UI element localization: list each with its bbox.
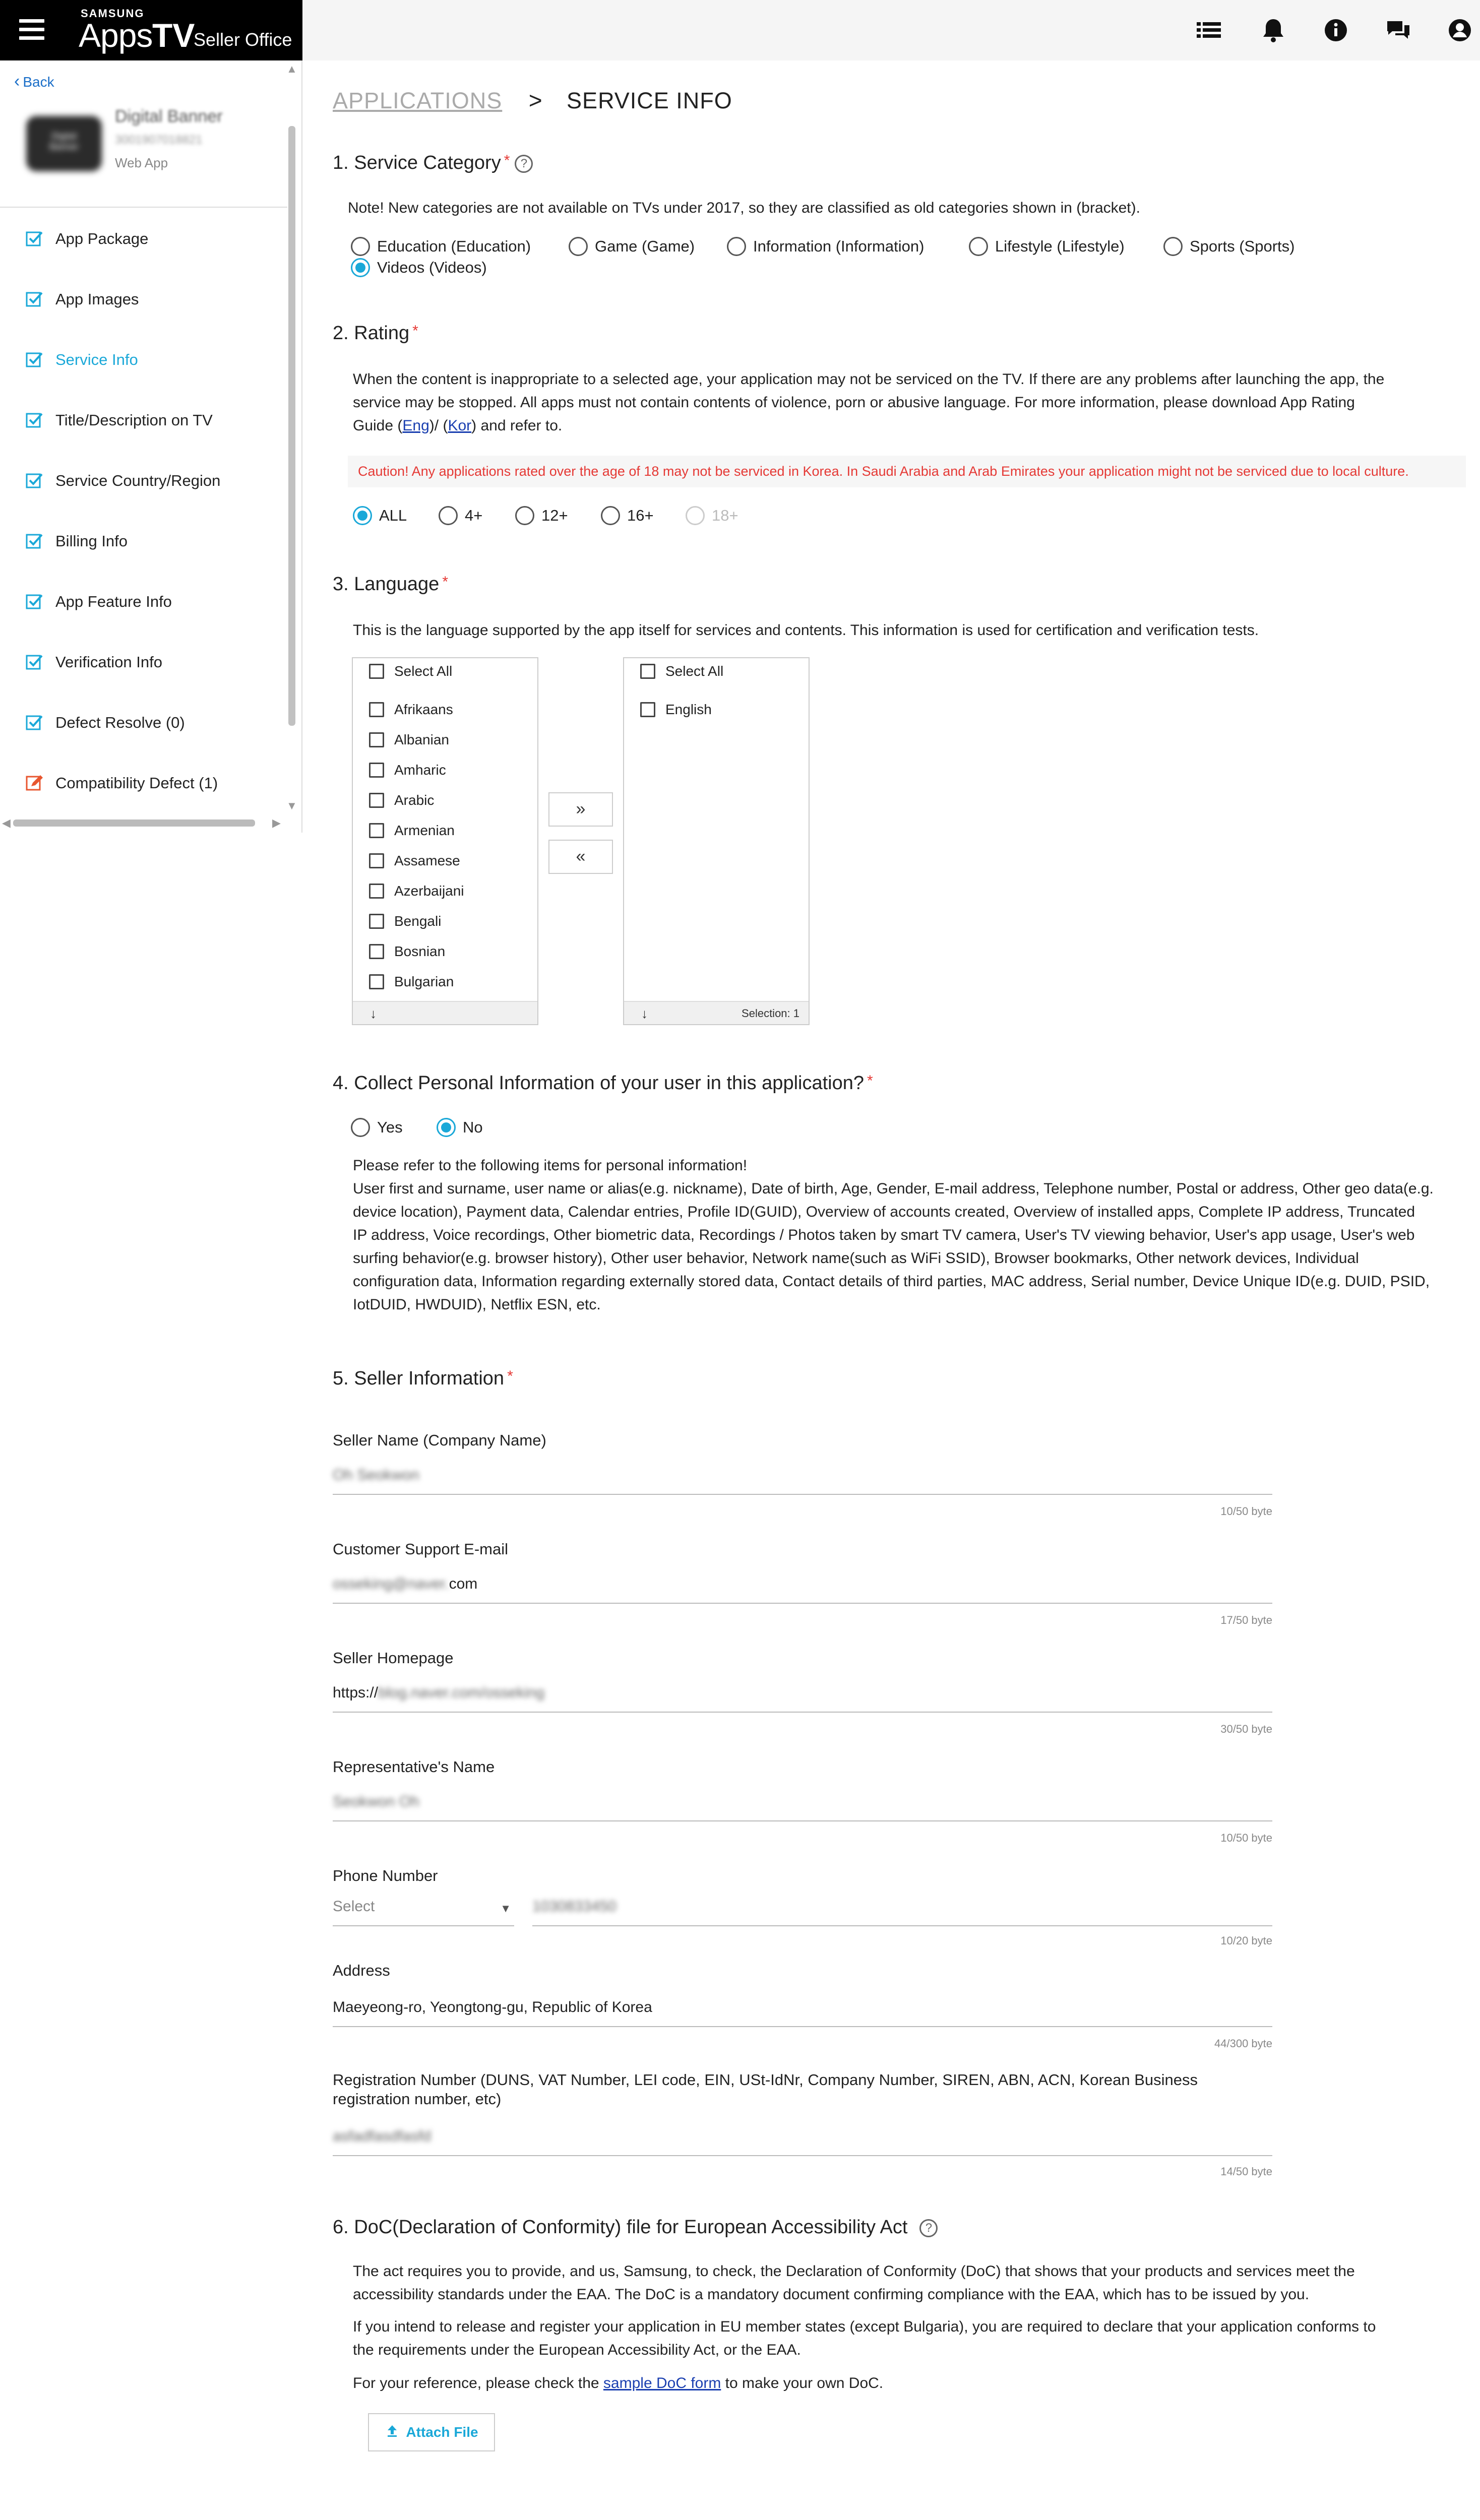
support-email-field[interactable] [333,1576,1272,1604]
checkbox[interactable] [369,763,384,778]
section-title-text: 1. Service Category [333,152,501,173]
support-email-hidden: osseking@naver. [333,1576,449,1592]
support-email-label: Customer Support E-mail [333,1540,509,1558]
scroll-right-arrow-icon[interactable]: ▶ [272,816,281,829]
required-marker: * [442,574,449,590]
main-content [333,60,1480,2520]
language-option[interactable] [369,943,445,960]
radio-label: 18+ [712,507,738,524]
check-icon [25,714,43,732]
radio-dot [1163,237,1183,256]
checkbox-label: Albanian [394,732,449,747]
radio-information[interactable] [727,237,924,256]
attach-file-button[interactable] [368,2413,495,2451]
sidebar-item-service-country[interactable] [25,466,220,496]
seller-name-bytes: 10/50 byte [1220,1505,1272,1518]
registration-number-label [333,2070,1198,2109]
selection-count: Selection: 1 [742,1007,799,1020]
app-id: 3001907018821 [115,133,203,147]
radio-rating-18 [686,506,738,525]
checkbox[interactable] [369,793,384,808]
radio-dot [351,258,370,277]
sidebar-divider [0,207,287,208]
radio-label: Yes [377,1118,403,1136]
sidebar-item-label: App Images [55,290,139,308]
radio-personal-yes[interactable] [351,1118,403,1137]
radio-rating-4[interactable] [439,506,482,525]
support-email-bytes: 17/50 byte [1220,1614,1272,1626]
sidebar-item-label: Title/Description on TV [55,411,213,429]
homepage-visible: https:// [333,1684,379,1701]
registration-number-bytes: 14/50 byte [1220,2165,1272,2178]
move-left-button[interactable]: « [548,840,613,874]
phone-country-select[interactable] [333,1898,514,1926]
homepage-hidden: blog.naver.com/osseking [378,1684,545,1701]
registration-number-field[interactable] [333,2128,1272,2156]
doc-paragraph-2 [353,2315,1462,2362]
list-icon[interactable] [1194,15,1224,45]
radio-dot [569,237,588,256]
hamburger-menu-icon[interactable] [19,19,44,40]
info-icon[interactable] [1321,15,1351,45]
sample-doc-form-link[interactable]: sample DoC form [603,2375,721,2391]
language-option[interactable] [369,792,434,808]
required-marker: * [507,1368,513,1384]
required-marker: * [412,323,418,339]
checkbox-label: Select All [394,663,453,679]
radio-rating-12[interactable] [515,506,568,525]
language-option[interactable] [369,883,464,899]
scroll-down-arrow-icon[interactable]: ▼ [286,799,297,812]
seller-name-label: Seller Name (Company Name) [333,1431,546,1449]
doc-paragraph-1 [353,2260,1462,2306]
section-title-text: 3. Language [333,574,440,595]
radio-dot [601,506,620,525]
address-label: Address [333,1962,390,1979]
radio-dot [437,1118,456,1137]
breadcrumb-current: SERVICE INFO [567,88,732,113]
language-option[interactable] [369,974,454,990]
radio-label: Education (Education) [377,237,531,255]
text: ) and refer to. [471,417,563,434]
sidebar-item-label: App Feature Info [55,593,172,610]
checkbox-label: English [665,702,712,717]
language-description: This is the language supported by the app itself for services and contents. This information is used for certification and verification tests. [353,622,1259,639]
seller-homepage-bytes: 30/50 byte [1220,1723,1272,1735]
breadcrumb [333,87,732,114]
radio-rating-all[interactable] [353,506,407,525]
personal-info-line: IotDUID, HWDUID), Netflix ESN, etc. [353,1296,601,1313]
check-icon [25,230,43,248]
checkbox-label: Amharic [394,762,446,778]
edit-icon [25,774,43,792]
checkbox[interactable] [369,823,384,838]
back-label: Back [23,74,54,90]
doc-line: the requirements under the European Accessibility Act, or the EAA. [353,2342,801,2358]
language-option[interactable] [369,913,441,929]
sidebar-item-billing-info[interactable] [25,526,128,556]
rating-desc-line: When the content is inappropriate to a selected age, your application may not be serviced on the TV. If there are any problems after launching the app, the [353,371,1385,388]
representative-name-bytes: 10/50 byte [1220,1832,1272,1844]
brand-header [0,0,302,60]
rating-guide-kor-link[interactable]: Kor [448,417,472,434]
checkbox-label: Armenian [394,823,455,838]
personal-info-line: User first and surname, user name or alias(e.g. nickname), Date of birth, Age, Gender, E-mail address, Telephone number, Postal or address, Other geo data(e.g. [353,1180,1434,1197]
language-option[interactable] [369,853,460,869]
checkbox-label: Bengali [394,913,442,929]
sidebar-item-compatibility-defect[interactable] [25,768,218,798]
radio-label: Videos (Videos) [377,259,487,276]
sidebar-item-verification-info[interactable] [25,647,162,677]
radio-dot [686,506,705,525]
checkbox-label: Azerbaijani [394,883,464,899]
checkbox[interactable] [369,914,384,929]
attach-file-label: Attach File [406,2424,478,2440]
rating-caution: Caution! Any applications rated over the age of 18 may not be serviced in Korea. In Saudi Arabia and Arab Emirates your application might not be serviced due to local culture. [348,456,1466,487]
phone-number-bytes: 10/20 byte [1220,1934,1272,1947]
sidebar-item-label: Compatibility Defect (1) [55,774,218,792]
move-right-button[interactable]: » [548,792,613,827]
doc-line: The act requires you to provide, and us, Samsung, to check, the Declaration of Conformity (DoC) that shows that your products and services meet the [353,2263,1355,2280]
radio-lifestyle[interactable] [969,237,1125,256]
radio-dot [351,1118,370,1137]
section-title-text: 5. Seller Information [333,1368,505,1389]
radio-label: 12+ [541,507,568,524]
sidebar-item-label: Defect Resolve (0) [55,714,185,731]
selected-list-footer [624,1001,809,1024]
doc-title [333,2217,938,2238]
radio-dot [351,237,370,256]
dropdown-arrow-icon: ▼ [500,1902,511,1915]
seller-info-title [333,1368,513,1390]
radio-game[interactable] [569,237,695,256]
radio-label: No [463,1118,483,1136]
doc-paragraph-3 [353,2372,883,2395]
sidebar-vertical-scrollbar[interactable] [288,126,295,726]
required-marker: * [867,1073,873,1089]
rating-title [333,323,418,344]
personal-info-line: device location), Payment data, Calendar entries, Profile ID(GUID), Overview of accounts created, Overview of installed apps, Complete IP address, Truncated [353,1204,1415,1220]
check-icon [25,532,43,550]
breadcrumb-applications[interactable]: APPLICATIONS [333,88,503,113]
radio-personal-no[interactable] [437,1118,483,1137]
scroll-up-arrow-icon[interactable]: ▲ [286,62,297,75]
seller-name-field[interactable] [333,1467,1272,1495]
checkbox[interactable] [369,974,384,989]
text: to make your own DoC. [721,2375,884,2391]
sidebar-item-defect-resolve[interactable] [25,708,185,738]
checkbox[interactable] [640,702,655,717]
chevron-right-icon: > [528,87,542,113]
registration-number-value: asfadfasdfasfd [333,2128,431,2145]
personal-info-line: IP address, Voice recordings, Other biometric data, Recordings / Photos taken by smart TV camera, User's TV viewing behavior, User's app usage, User's web [353,1227,1415,1243]
sidebar-item-label: Billing Info [55,532,128,550]
radio-dot [515,506,534,525]
chevron-left-icon: ‹ [14,72,20,91]
checkbox-label: Bosnian [394,943,446,959]
radio-label: Game (Game) [595,237,695,255]
radio-dot [727,237,746,256]
sidebar-item-label: Service Info [55,351,138,368]
brand-samsung: SAMSUNG [81,7,145,20]
registration-label-line: Registration Number (DUNS, VAT Number, LEI code, EIN, USt-IdNr, Company Number, SIREN, ABN, ACN, Korean Business [333,2071,1198,2089]
language-option[interactable] [369,702,453,718]
support-email-visible: com [449,1576,478,1592]
chat-icon[interactable] [1383,15,1413,45]
select-all-available[interactable] [369,663,452,679]
rating-desc-line: service may be stopped. All apps must not contain contents of violence, porn or abusive language. For more information, please download App Rating [353,394,1355,411]
representative-name-label: Representative's Name [333,1758,495,1776]
checkbox[interactable] [369,732,384,747]
personal-info-items [353,1154,1480,1316]
radio-dot [439,506,458,525]
section-title-text: 4. Collect Personal Information of your user in this application? [333,1073,864,1094]
section-title-text: 6. DoC(Declaration of Conformity) file for European Accessibility Act [333,2217,908,2238]
checkbox-label: Afrikaans [394,702,453,717]
section-title-text: 2. Rating [333,323,410,344]
seller-name-value: Oh Seokwon [333,1467,419,1483]
rating-description [353,368,1462,437]
radio-videos[interactable] [351,258,487,277]
checkbox-label: Select All [665,663,724,679]
service-category-note: Note! New categories are not available on TVs under 2017, so they are classified as old categories shown in (bracket). [348,200,1140,216]
checkbox-label: Assamese [394,853,460,868]
help-icon[interactable]: ? [515,155,533,173]
personal-info-line: surfing behavior(e.g. browser history), Other user behavior, Network name(such as WiFi SSID), Browser bookmarks, Other network devices, Individual [353,1250,1359,1267]
help-icon[interactable]: ? [919,2219,938,2237]
sort-icon[interactable]: ↓ [641,1006,648,1021]
language-option[interactable] [369,732,449,748]
back-link[interactable] [14,72,54,91]
sidebar-item-service-info[interactable] [25,345,138,375]
radio-label: Sports (Sports) [1190,237,1295,255]
check-icon [25,351,43,369]
address-field[interactable] [333,1999,1272,2027]
radio-label: Lifestyle (Lifestyle) [995,237,1125,255]
sidebar-item-label: App Package [55,230,149,247]
language-option[interactable] [369,762,446,778]
sidebar-item-label: Service Country/Region [55,472,221,489]
text: Guide ( [353,417,403,434]
radio-rating-16[interactable] [601,506,654,525]
representative-name-field[interactable] [333,1793,1272,1821]
radio-label: 4+ [465,507,483,524]
sidebar-item-app-feature-info[interactable] [25,587,172,617]
radio-dot [969,237,988,256]
radio-sports[interactable] [1163,237,1294,256]
check-icon [25,472,43,490]
check-icon [25,411,43,429]
language-title [333,574,448,595]
check-icon [25,653,43,671]
registration-label-line: registration number, etc) [333,2090,502,2108]
radio-label: Information (Information) [753,237,924,255]
radio-education[interactable] [351,237,531,256]
sidebar-item-label: Verification Info [55,653,162,671]
rating-guide-eng-link[interactable]: Eng [402,417,429,434]
upload-icon [385,2423,400,2442]
phone-number-label: Phone Number [333,1867,438,1884]
sort-icon[interactable]: ↓ [370,1006,377,1021]
checkbox-label: Arabic [394,792,435,808]
selected-languages-list[interactable] [623,657,810,1025]
brand-tv: TV [152,17,195,54]
personal-info-title [333,1073,873,1094]
checkbox[interactable] [369,853,384,868]
selected-language-option[interactable] [640,702,712,718]
bell-icon[interactable] [1258,15,1288,45]
sidebar-item-title-description[interactable] [25,405,213,435]
rating-desc-line [353,414,1462,437]
sidebar-item-app-images[interactable] [25,284,139,314]
text: For your reference, please check the [353,2375,603,2391]
check-icon [25,593,43,611]
doc-line: If you intend to release and register your application in EU member states (except Bulgaria), you are required to declare that your application conforms to [353,2318,1376,2335]
checkbox[interactable] [640,664,655,679]
sidebar-horizontal-scrollbar[interactable] [13,820,255,827]
app-name: Digital Banner [115,107,223,126]
brand-seller-office: Seller Office [194,29,292,50]
radio-dot [353,506,372,525]
sidebar [0,60,302,833]
representative-name-value: Seokwon Oh [333,1793,419,1810]
user-icon[interactable] [1445,15,1475,45]
address-value: Maeyeong-ro, Yeongtong-gu, Republic of Korea [333,1999,652,2015]
brand-apps: Apps [79,17,153,54]
top-bar [0,0,1480,60]
phone-number-field[interactable] [532,1898,1272,1926]
check-icon [25,290,43,308]
seller-homepage-label: Seller Homepage [333,1649,454,1667]
doc-line: accessibility standards under the EAA. The DoC is a mandatory document confirming compliance with the EAA, which has to be issued by you. [353,2286,1310,2303]
language-option[interactable] [369,823,455,839]
personal-info-intro: Please refer to the following items for personal information! [353,1157,748,1174]
app-type: Web App [115,155,168,170]
radio-label: ALL [379,507,407,524]
checkbox[interactable] [369,884,384,899]
personal-info-line: configuration data, Information regarding externally stored data, Contact details of third parties, MAC address, Serial number, Device Unique ID(e.g. DUID, PSID, [353,1273,1430,1290]
checkbox[interactable] [369,664,384,679]
text: )/ ( [429,417,448,434]
phone-country-value: Select [333,1898,375,1915]
seller-homepage-field[interactable] [333,1684,1272,1713]
select-all-selected[interactable] [640,663,723,679]
checkbox-label: Bulgarian [394,974,454,989]
required-marker: * [504,152,510,169]
app-thumbnail: Digital Banner [26,116,102,171]
address-bytes: 44/300 byte [1214,2037,1272,2050]
service-category-title [333,152,533,174]
checkbox[interactable] [369,944,384,959]
sidebar-item-app-package[interactable] [25,224,148,254]
checkbox[interactable] [369,702,384,717]
phone-number-value: 1030833450 [532,1898,616,1915]
available-languages-list[interactable] [352,657,538,1025]
scroll-left-arrow-icon[interactable]: ◀ [2,816,11,829]
radio-label: 16+ [627,507,654,524]
available-list-footer [353,1001,537,1024]
